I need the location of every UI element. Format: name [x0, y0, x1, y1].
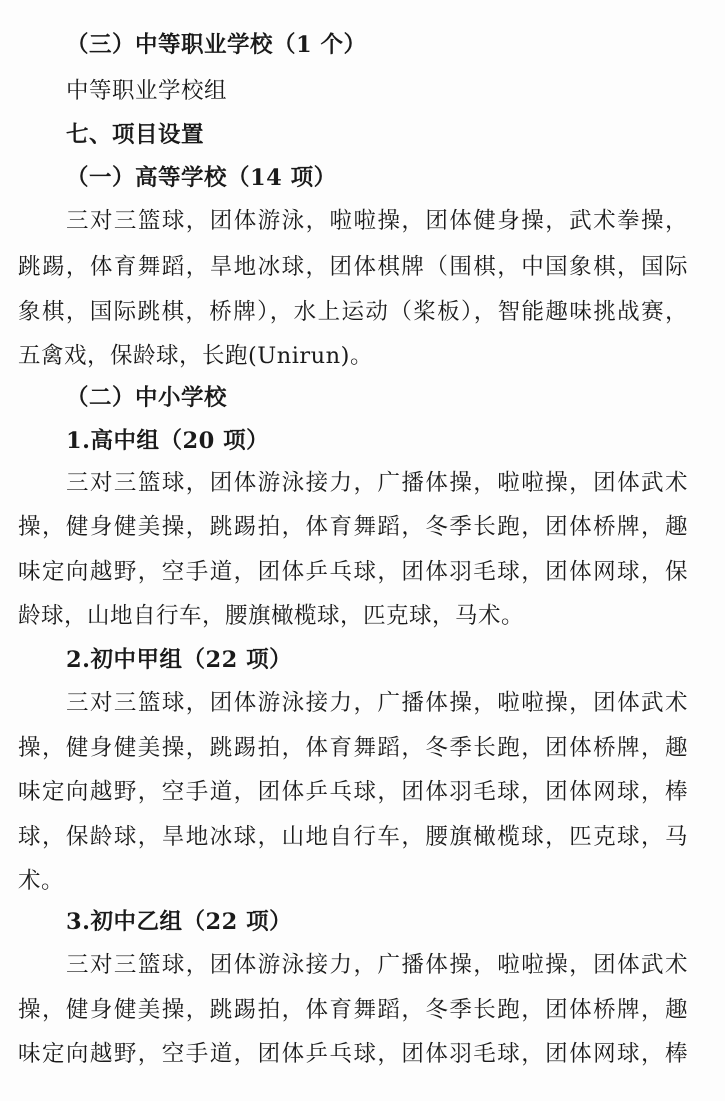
paragraph-line: 象棋，国际跳棋，桥牌），水上运动（桨板），智能趣味挑战赛， [18, 299, 688, 325]
paragraph-line: 跳踢，体育舞蹈，旱地冰球，团体棋牌（围棋，中国象棋，国际 [18, 254, 688, 280]
paragraph-line: 球，保龄球，旱地冰球，山地自行车，腰旗橄榄球，匹克球，马 [18, 824, 688, 850]
paragraph-line: 三对三篮球，团体游泳接力，广播体操，啦啦操，团体武术 [66, 952, 688, 978]
heading-junior-a: 2.初中甲组（22 项） [66, 647, 293, 673]
paragraph-line: 术。 [18, 868, 65, 894]
paragraph-line: 五禽戏，保龄球，长跑(Unirun)。 [18, 343, 373, 369]
heading-primary-secondary: （二）中小学校 [66, 385, 228, 411]
paragraph-line: 龄球，山地自行车，腰旗橄榄球，匹克球，马术。 [18, 603, 525, 629]
paragraph-line: 三对三篮球，团体游泳接力，广播体操，啦啦操，团体武术 [66, 470, 688, 496]
paragraph-line: 操，健身健美操，跳踢拍，体育舞蹈，冬季长跑，团体桥牌，趣 [18, 514, 688, 540]
paragraph-line: 三对三篮球，团体游泳接力，广播体操，啦啦操，团体武术 [66, 690, 688, 716]
paragraph-line: 操，健身健美操，跳踢拍，体育舞蹈，冬季长跑，团体桥牌，趣 [18, 735, 688, 761]
paragraph-line: 操，健身健美操，跳踢拍，体育舞蹈，冬季长跑，团体桥牌，趣 [18, 997, 688, 1023]
paragraph-line: 味定向越野，空手道，团体乒乓球，团体羽毛球，团体网球，棒 [18, 779, 688, 805]
heading-high-school: 1.高中组（20 项） [66, 428, 270, 454]
paragraph-line: 味定向越野，空手道，团体乒乓球，团体羽毛球，团体网球，保 [18, 559, 688, 585]
paragraph-line: 味定向越野，空手道，团体乒乓球，团体羽毛球，团体网球，棒 [18, 1041, 688, 1067]
group-secondary-vocational: 中等职业学校组 [66, 78, 228, 104]
heading-secondary-vocational: （三）中等职业学校（1 个） [66, 32, 367, 58]
heading-junior-b: 3.初中乙组（22 项） [66, 909, 293, 935]
heading-higher-education: （一）高等学校（14 项） [66, 165, 337, 191]
paragraph-line: 三对三篮球，团体游泳，啦啦操，团体健身操，武术拳操， [66, 208, 688, 234]
heading-section-seven: 七、项目设置 [66, 122, 205, 148]
